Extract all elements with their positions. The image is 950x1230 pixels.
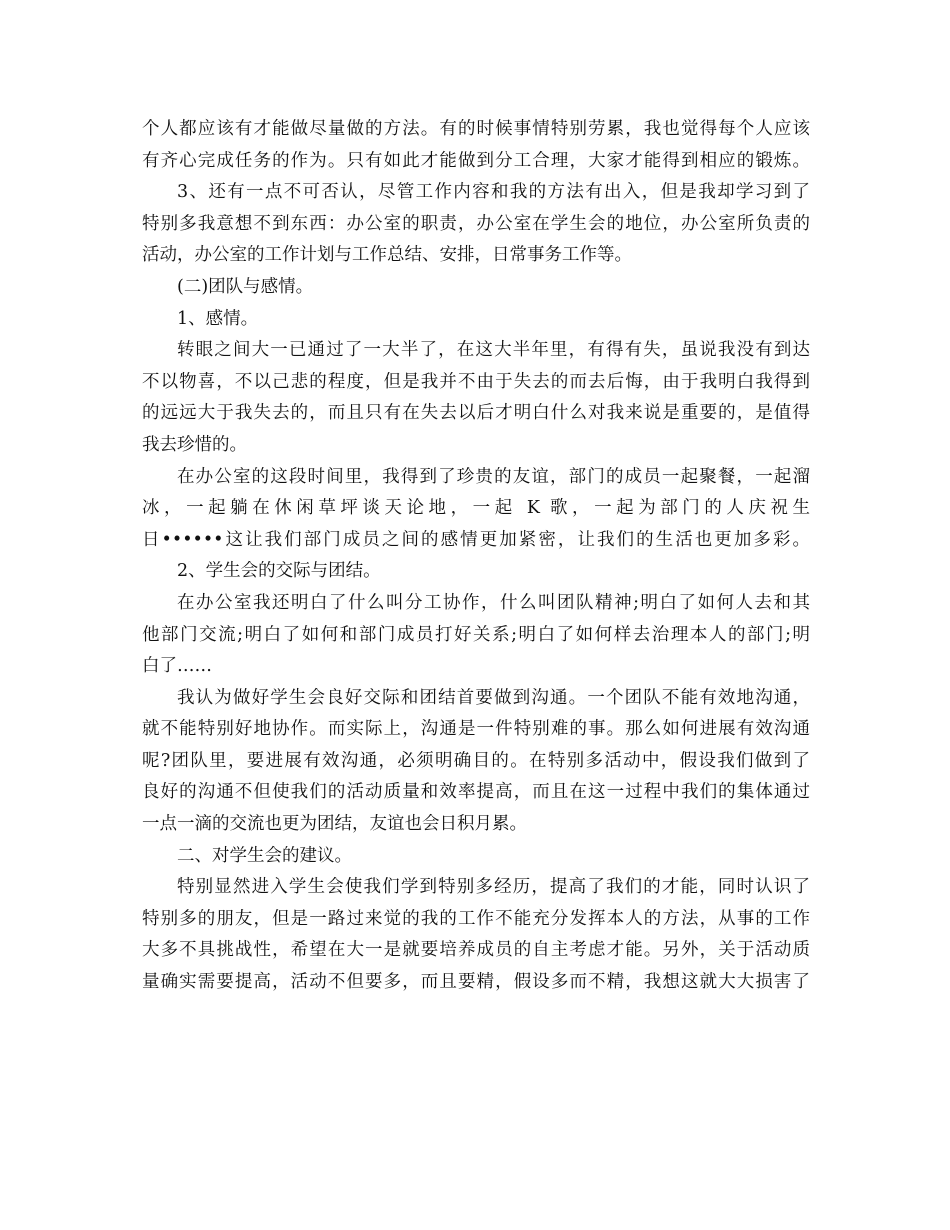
text-line: 大多不具挑战性，希望在大一是就要培养成员的自主考虑才能。另外，关于活动质: [142, 940, 810, 961]
text-line: 在办公室我还明白了什么叫分工协作，什么叫团队精神;明白了如何人去和其: [177, 592, 810, 613]
text-line: 就不能特别好地协作。而实际上，沟通是一件特别难的事。那么如何进展有效沟通: [142, 719, 810, 740]
text-line: 不以物喜，不以己悲的程度，但是我并不由于失去的而去后悔，由于我明白我得到: [142, 371, 810, 392]
text-line: 我认为做好学生会良好交际和团结首要做到沟通。一个团队不能有效地沟通，: [177, 687, 810, 708]
text-line: 活动，办公室的工作计划与工作总结、安排，日常事务工作等。: [142, 245, 632, 266]
text-line: 良好的沟通不但使我们的活动质量和效率提高，而且在这一过程中我们的集体通过: [142, 782, 810, 803]
text-line: 一点一滴的交流也更为团结，友谊也会日积月累。: [142, 814, 527, 835]
subsection-heading: 2、学生会的交际与团结。: [177, 561, 381, 582]
text-line: 个人都应该有才能做尽量做的方法。有的时候事情特别劳累，我也觉得每个人应该: [142, 119, 810, 139]
text-line: 3、还有一点不可否认，尽管工作内容和我的方法有出入，但是我却学习到了: [177, 182, 810, 203]
text-line: 有齐心完成任务的作为。只有如此才能做到分工合理，大家才能得到相应的锻炼。: [142, 150, 810, 171]
text-line: 他部门交流;明白了如何和部门成员打好关系;明白了如何样去治理本人的部门;明: [142, 624, 810, 645]
text-line: 冰，一起躺在休闲草坪谈天论地，一起 K 歌，一起为部门的人庆祝生: [142, 498, 810, 519]
text-line: 特别多我意想不到东西：办公室的职责，办公室在学生会的地位，办公室所负责的: [142, 213, 810, 234]
text-line: 呢?团队里，要进展有效沟通，必须明确目的。在特别多活动中，假设我们做到了: [142, 750, 810, 771]
section-heading: (二)团队与感情。: [177, 276, 314, 297]
text-line: 日••••••这让我们部门成员之间的感情更加紧密，让我们的生活也更加多彩。: [142, 529, 810, 550]
text-line: 量确实需要提高，活动不但要多，而且要精，假设多而不精，我想这就大大损害了: [142, 972, 810, 993]
subsection-heading: 1、感情。: [177, 308, 259, 329]
text-line: 特别显然进入学生会使我们学到特别多经历，提高了我们的才能，同时认识了: [177, 877, 810, 898]
text-line: 在办公室的这段时间里，我得到了珍贵的友谊，部门的成员一起聚餐，一起溜: [177, 466, 810, 487]
text-line: 的远远大于我失去的，而且只有在失去以后才明白什么对我来说是重要的，是值得: [142, 403, 810, 424]
text-line: 转眼之间大一已通过了一大半了，在这大半年里，有得有失，虽说我没有到达: [177, 340, 810, 361]
text-line: 特别多的朋友，但是一路过来觉的我的工作不能充分发挥本人的方法，从事的工作: [142, 908, 810, 929]
text-line: 我去珍惜的。: [142, 434, 247, 455]
text-line: 白了……: [142, 656, 212, 677]
section-heading: 二、对学生会的建议。: [177, 845, 352, 866]
document-body: [142, 114, 810, 999]
